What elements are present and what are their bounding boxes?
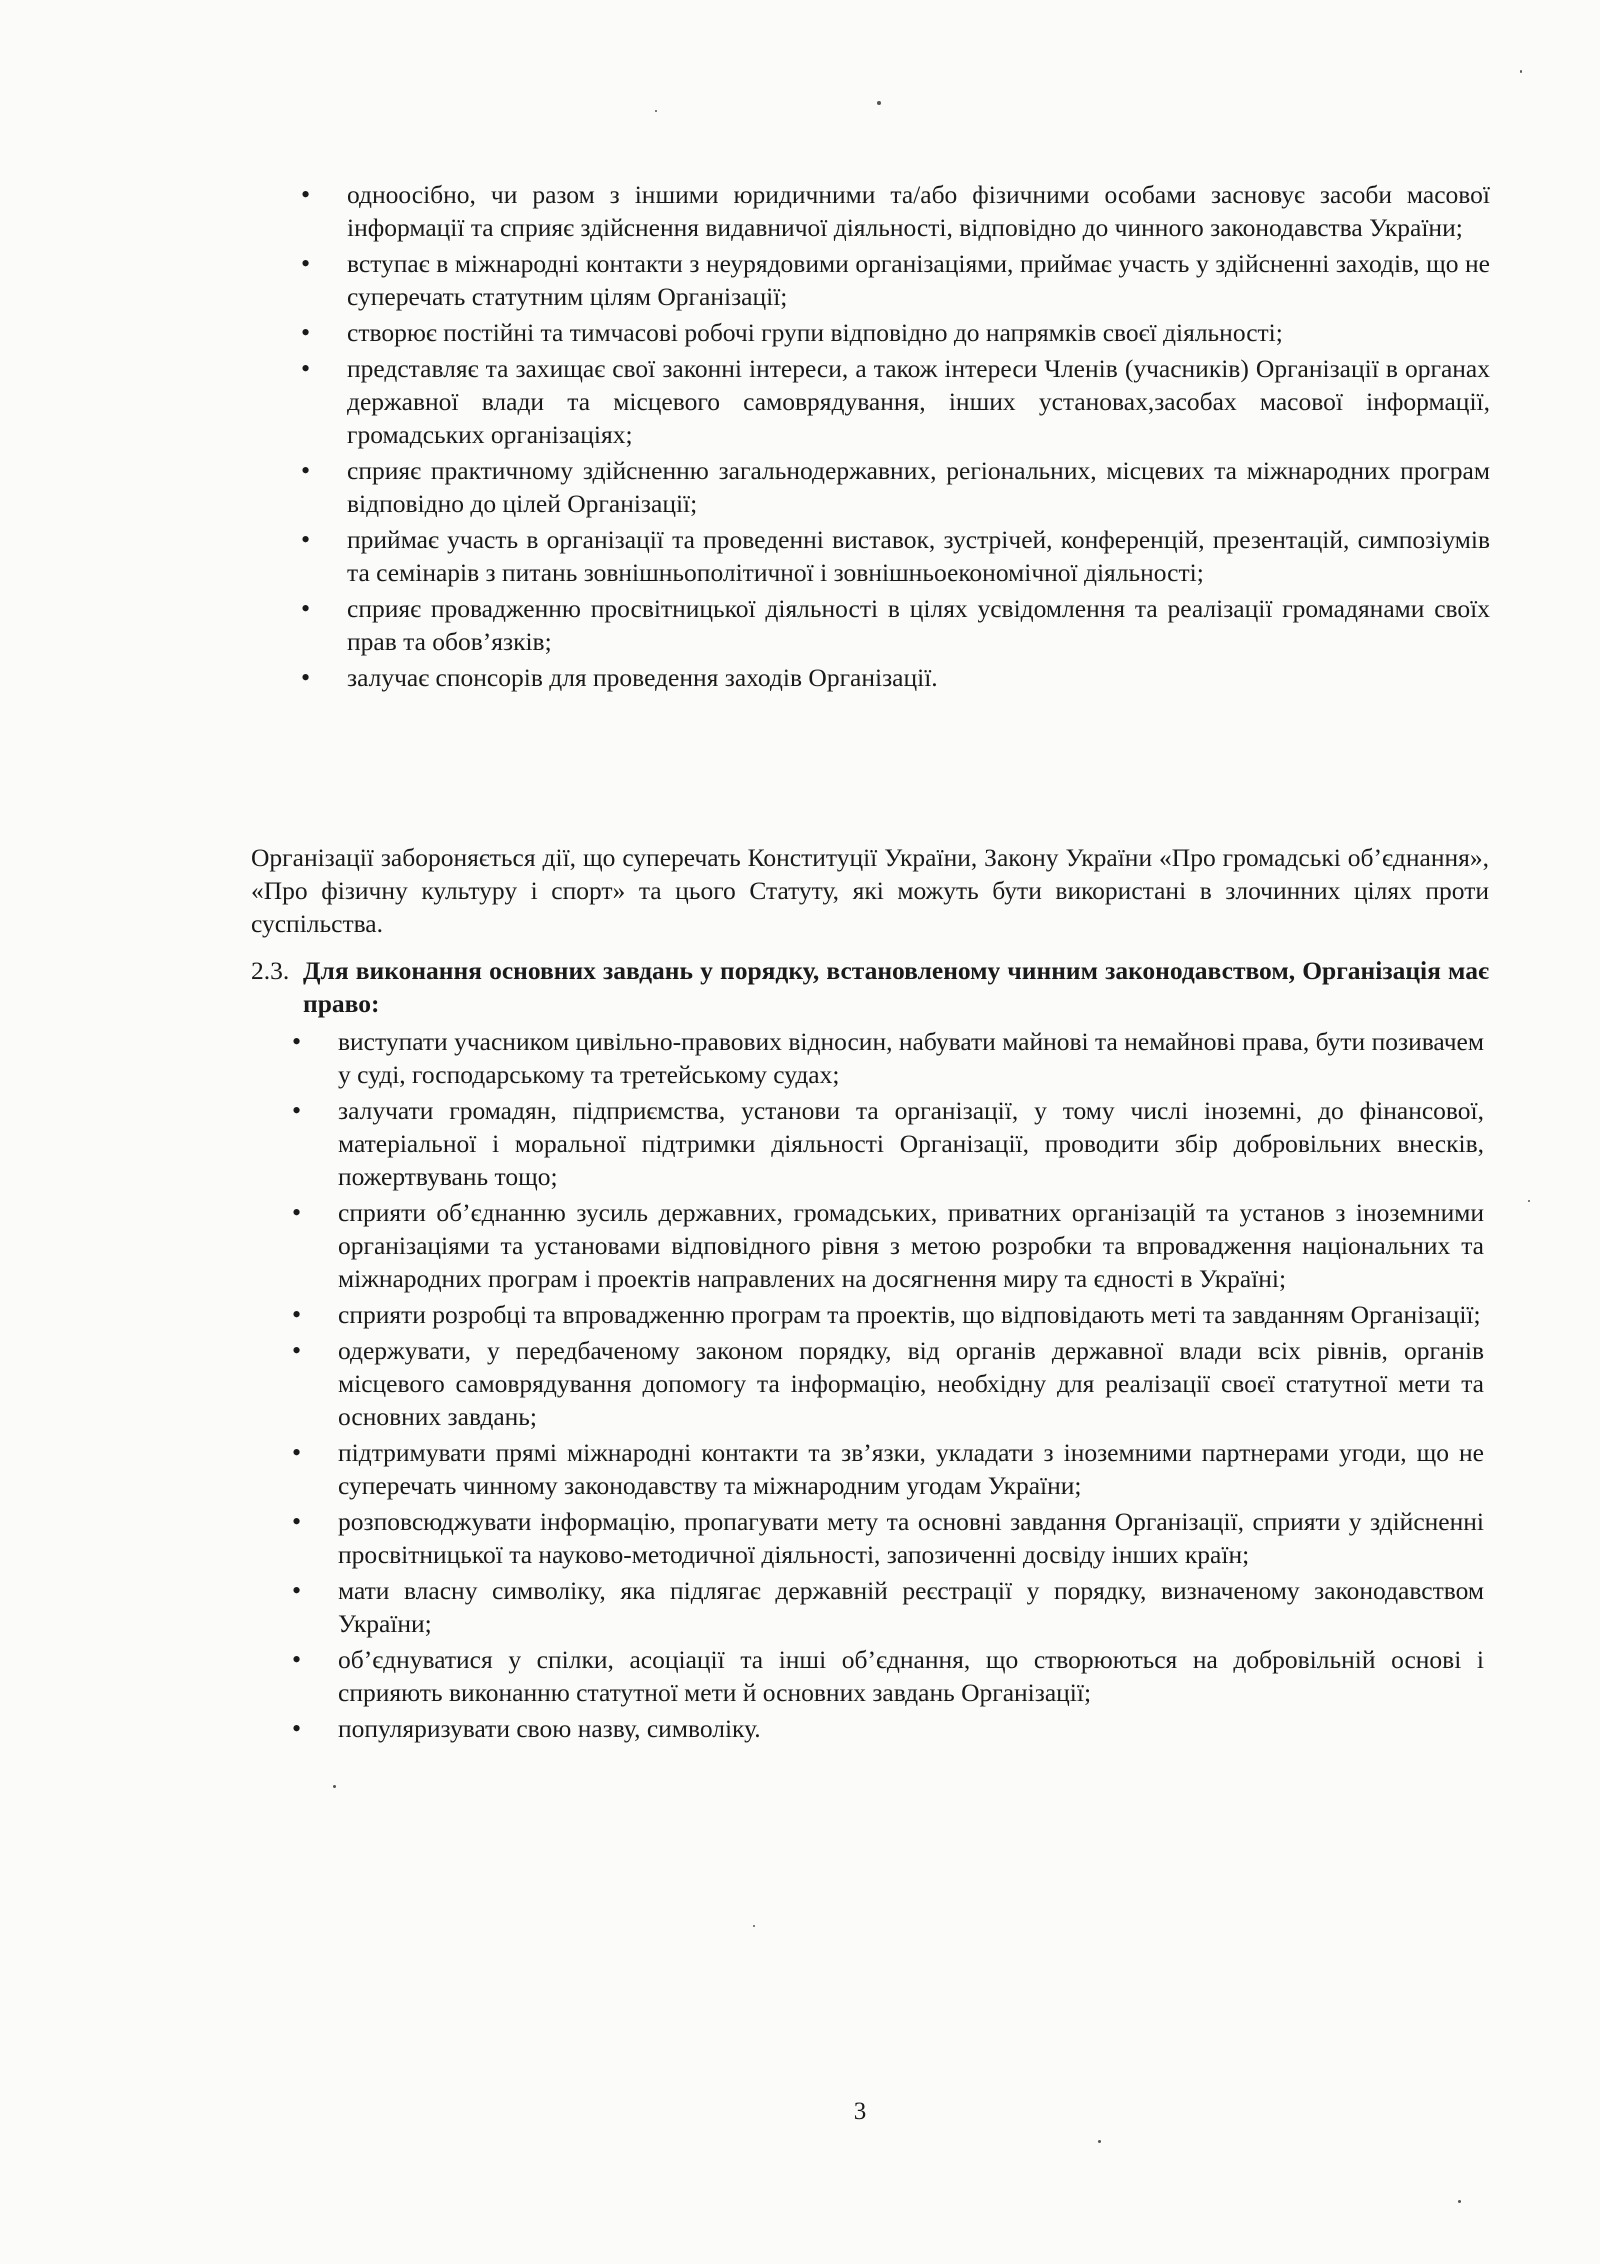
bullet-icon: •: [292, 1027, 302, 1056]
list-item: • сприяє провадженню просвітницької діяльності в цілях усвідомлення та реалізації громадянами своїх прав та обов’язків;: [301, 594, 1490, 656]
list-item: • представляє та захищає свої законні інтереси, а також інтереси Членів (учасників) Організації в органах державної влади та місцевого самоврядування, інших установах,засобах масової інформації, громадських організаціях;: [301, 354, 1490, 449]
list-item: • вступає в міжнародні контакти з неурядовими організаціями, приймає участь у здійсненні заходів, що не суперечать статутним цілям Організації;: [301, 249, 1490, 311]
bullet-icon: •: [292, 1438, 302, 1467]
scan-speck: [1098, 2140, 1101, 2143]
list-item: • сприяти об’єднанню зусиль державних, громадських, приватних організацій та установ з іноземними організаціями та установами відповідного рівня з метою розробки та впровадження національних та міжнародних програм і проектів направлених на досягнення миру та єдності в Україні;: [292, 1198, 1484, 1293]
bullet-icon: •: [301, 354, 311, 383]
scan-speck: [655, 110, 657, 112]
list-item: • залучає спонсорів для проведення заходів Організації.: [301, 663, 938, 692]
list-item: • об’єднуватися у спілки, асоціації та інші об’єднання, що створюються на добровільній основі і сприяють виконанню статутної мети й основних завдань Організації;: [292, 1645, 1484, 1707]
scan-speck: [1520, 70, 1522, 73]
scan-speck: [333, 1785, 336, 1788]
scan-speck: [877, 101, 881, 105]
bullet-icon: •: [301, 456, 311, 485]
bullet-icon: •: [292, 1096, 302, 1125]
activities-list: [0, 178, 1600, 697]
bullet-icon: •: [301, 249, 311, 278]
bullet-icon: •: [292, 1714, 302, 1743]
bullet-icon: •: [301, 180, 311, 209]
scan-speck: [753, 1925, 755, 1927]
bullet-icon: •: [292, 1576, 302, 1605]
list-item: • приймає участь в організації та проведенні виставок, зустрічей, конференцій, презентацій, симпозіумів та семінарів з питань зовнішньополітичної і зовнішньоекономічної діяльності;: [301, 525, 1490, 587]
list-item: • сприяє практичному здійсненню загальнодержавних, регіональних, місцевих та міжнародних програм відповідно до цілей Організації;: [301, 456, 1490, 518]
bullet-icon: •: [301, 594, 311, 623]
section-heading: [251, 954, 1489, 1020]
scan-speck: [1528, 1200, 1530, 1202]
bullet-icon: •: [301, 525, 311, 554]
page-number: 3: [853, 2098, 867, 2125]
list-item: • одержувати, у передбаченому законом порядку, від органів державної влади всіх рівнів, органів місцевого самоврядування допомогу та інформацію, необхідну для реалізації своєї статутної мети та основних завдань;: [292, 1336, 1484, 1431]
prohibition-paragraph: Організації забороняється дії, що суперечать Конституції України, Закону України «Про громадські об’єднання», «Про фізичну культуру і спорт» та цього Статуту, які можуть бути використані в злочинних цілях проти суспільства.: [251, 842, 1489, 938]
list-item: • одноосібно, чи разом з іншими юридичними та/або фізичними особами засновує засоби масової інформації та сприяє здійснення видавничої діяльності, відповідно до чинного законодавства України;: [301, 180, 1490, 242]
list-item: • створює постійні та тимчасові робочі групи відповідно до напрямків своєї діяльності;: [301, 318, 1283, 347]
list-item: • сприяти розробці та впровадженню програм та проектів, що відповідають меті та завданням Організації;: [292, 1300, 1481, 1329]
list-item: • залучати громадян, підприємства, установи та організації, у тому числі іноземні, до фінансової, матеріальної і моральної підтримки діяльності Організації, проводити збір добровільних внесків, пожертвувань тощо;: [292, 1096, 1484, 1191]
bullet-icon: •: [301, 318, 311, 347]
bullet-icon: •: [292, 1198, 302, 1227]
section-number: 2.3.: [251, 956, 290, 985]
list-item: • підтримувати прямі міжнародні контакти та зв’язки, укладати з іноземними партнерами угоди, що не суперечать чинному законодавству та міжнародним угодам України;: [292, 1438, 1484, 1500]
section-title: Для виконання основних завдань у порядку, встановленому чинним законодавством, Організація має право:: [303, 956, 1489, 1018]
bullet-icon: •: [292, 1300, 302, 1329]
rights-list: [0, 1025, 1600, 1748]
bullet-icon: •: [301, 663, 311, 692]
list-item: • популяризувати свою назву, символіку.: [292, 1714, 761, 1743]
bullet-icon: •: [292, 1645, 302, 1674]
scan-speck: [1458, 2200, 1461, 2203]
list-item: • розповсюджувати інформацію, пропагувати мету та основні завдання Організації, сприяти у здійсненні просвітницької та науково-методичної діяльності, запозиченні досвіду інших країн;: [292, 1507, 1484, 1569]
bullet-icon: •: [292, 1507, 302, 1536]
bullet-icon: •: [292, 1336, 302, 1365]
list-item: • мати власну символіку, яка підлягає державній реєстрації у порядку, визначеному законодавством України;: [292, 1576, 1484, 1638]
list-item: • виступати учасником цивільно-правових відносин, набувати майнові та немайнові права, бути позивачем у суді, господарському та третейському судах;: [292, 1027, 1484, 1089]
